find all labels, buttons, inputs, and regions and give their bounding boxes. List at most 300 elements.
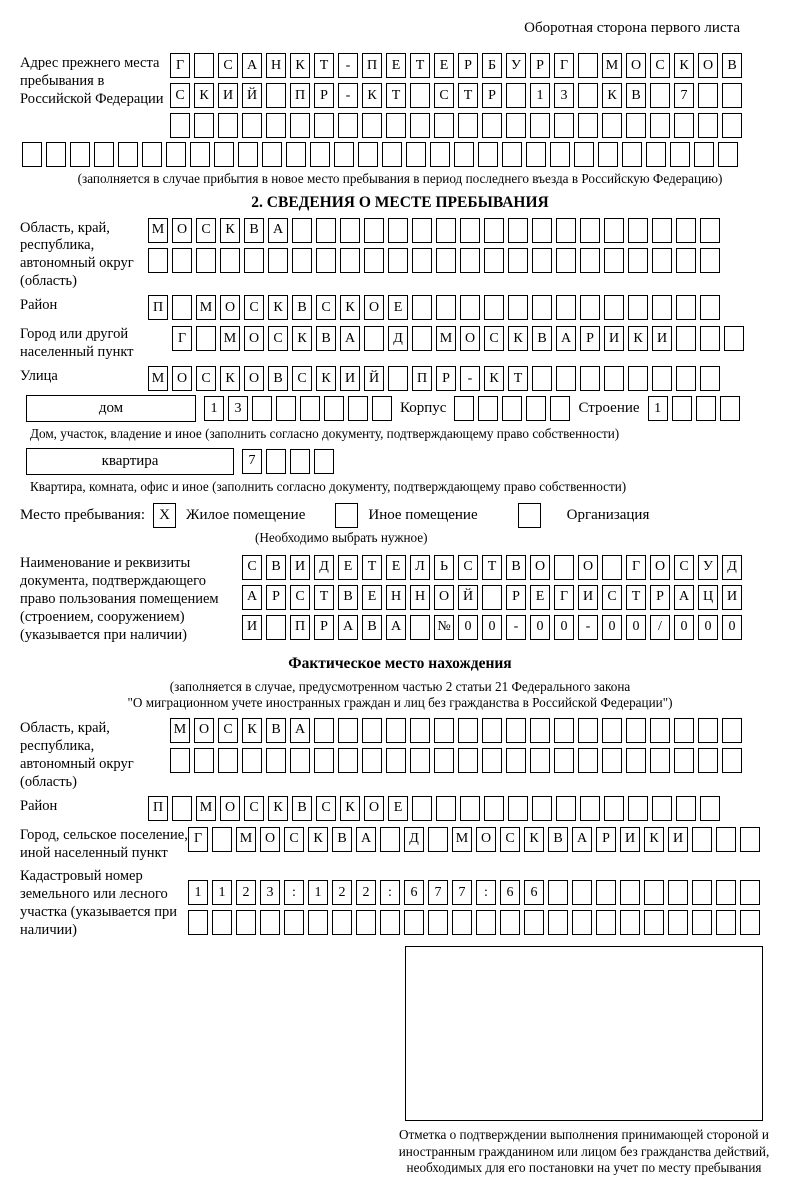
char-box[interactable]: С [650, 53, 670, 78]
char-box[interactable]: А [572, 827, 592, 852]
char-box[interactable] [698, 113, 718, 138]
char-box[interactable] [628, 248, 648, 273]
char-box[interactable] [266, 113, 286, 138]
char-box[interactable]: : [476, 880, 496, 905]
char-box[interactable]: 0 [698, 615, 718, 640]
char-box[interactable] [242, 748, 262, 773]
char-box[interactable]: А [556, 326, 576, 351]
char-box[interactable] [252, 396, 272, 421]
char-box[interactable] [220, 248, 240, 273]
char-box[interactable]: Д [314, 555, 334, 580]
char-box[interactable]: А [338, 615, 358, 640]
char-box[interactable] [572, 910, 592, 935]
char-box[interactable] [650, 748, 670, 773]
char-box[interactable] [532, 218, 552, 243]
char-box[interactable] [430, 142, 450, 167]
char-box[interactable] [506, 83, 526, 108]
char-box[interactable] [244, 248, 264, 273]
char-box[interactable] [556, 248, 576, 273]
char-box[interactable] [722, 113, 742, 138]
char-box[interactable] [460, 218, 480, 243]
char-box[interactable] [482, 748, 502, 773]
char-box[interactable] [458, 718, 478, 743]
char-box[interactable]: О [476, 827, 496, 852]
char-box[interactable] [324, 396, 344, 421]
char-box[interactable]: К [316, 366, 336, 391]
char-box[interactable]: К [524, 827, 544, 852]
char-box[interactable]: К [362, 83, 382, 108]
char-box[interactable] [668, 910, 688, 935]
char-box[interactable] [94, 142, 114, 167]
char-box[interactable] [22, 142, 42, 167]
char-box[interactable] [276, 396, 296, 421]
char-box[interactable] [148, 248, 168, 273]
char-box[interactable] [724, 326, 744, 351]
char-box[interactable]: М [148, 366, 168, 391]
char-box[interactable]: Р [436, 366, 456, 391]
char-box[interactable]: 1 [530, 83, 550, 108]
char-box[interactable]: Й [364, 366, 384, 391]
char-box[interactable] [700, 248, 720, 273]
char-box[interactable]: К [628, 326, 648, 351]
char-box[interactable]: О [364, 295, 384, 320]
char-box[interactable] [406, 142, 426, 167]
char-box[interactable] [672, 396, 692, 421]
char-box[interactable] [410, 83, 430, 108]
char-box[interactable] [716, 910, 736, 935]
char-box[interactable] [484, 248, 504, 273]
char-box[interactable] [580, 218, 600, 243]
char-box[interactable] [722, 83, 742, 108]
char-box[interactable]: В [338, 585, 358, 610]
char-box[interactable]: С [284, 827, 304, 852]
char-box[interactable]: М [220, 326, 240, 351]
char-box[interactable] [674, 718, 694, 743]
char-box[interactable]: М [602, 53, 622, 78]
char-box[interactable] [500, 910, 520, 935]
char-box[interactable]: К [290, 53, 310, 78]
char-box[interactable] [556, 366, 576, 391]
char-box[interactable] [388, 248, 408, 273]
char-box[interactable]: 6 [404, 880, 424, 905]
char-box[interactable]: У [506, 53, 526, 78]
char-box[interactable] [722, 748, 742, 773]
char-box[interactable]: О [530, 555, 550, 580]
char-box[interactable] [556, 295, 576, 320]
char-box[interactable] [696, 396, 716, 421]
char-box[interactable] [644, 880, 664, 905]
char-box[interactable]: - [460, 366, 480, 391]
char-box[interactable] [676, 326, 696, 351]
char-box[interactable] [652, 295, 672, 320]
char-box[interactable] [692, 827, 712, 852]
char-box[interactable]: С [244, 295, 264, 320]
char-box[interactable]: К [220, 218, 240, 243]
char-box[interactable] [212, 910, 232, 935]
char-box[interactable]: О [220, 796, 240, 821]
char-box[interactable] [334, 142, 354, 167]
char-box[interactable]: Е [388, 796, 408, 821]
char-box[interactable]: Е [362, 585, 382, 610]
char-box[interactable]: И [668, 827, 688, 852]
char-box[interactable] [260, 910, 280, 935]
char-box[interactable] [720, 396, 740, 421]
char-box[interactable] [508, 796, 528, 821]
char-box[interactable]: В [362, 615, 382, 640]
char-box[interactable] [266, 615, 286, 640]
char-box[interactable]: Й [242, 83, 262, 108]
char-box[interactable] [458, 748, 478, 773]
char-box[interactable] [674, 113, 694, 138]
char-box[interactable]: О [220, 295, 240, 320]
char-box[interactable]: 2 [236, 880, 256, 905]
char-box[interactable]: О [244, 326, 264, 351]
char-box[interactable] [268, 248, 288, 273]
char-box[interactable] [358, 142, 378, 167]
char-box[interactable] [332, 910, 352, 935]
char-box[interactable] [580, 366, 600, 391]
char-box[interactable]: И [242, 615, 262, 640]
char-box[interactable]: К [340, 295, 360, 320]
char-box[interactable] [604, 295, 624, 320]
char-box[interactable] [266, 748, 286, 773]
char-box[interactable]: С [242, 555, 262, 580]
char-box[interactable]: В [266, 718, 286, 743]
char-box[interactable] [412, 295, 432, 320]
char-box[interactable] [622, 142, 642, 167]
char-box[interactable]: Г [188, 827, 208, 852]
char-box[interactable] [484, 796, 504, 821]
char-box[interactable] [700, 796, 720, 821]
char-box[interactable] [236, 910, 256, 935]
char-box[interactable]: К [674, 53, 694, 78]
char-box[interactable] [428, 827, 448, 852]
char-box[interactable] [142, 142, 162, 167]
char-box[interactable] [460, 248, 480, 273]
char-box[interactable] [364, 326, 384, 351]
char-box[interactable]: О [172, 366, 192, 391]
char-box[interactable]: О [626, 53, 646, 78]
char-box[interactable]: Д [388, 326, 408, 351]
char-box[interactable] [700, 218, 720, 243]
char-box[interactable]: В [292, 295, 312, 320]
char-box[interactable] [242, 113, 262, 138]
char-box[interactable]: 0 [602, 615, 622, 640]
char-box[interactable] [410, 615, 430, 640]
char-box[interactable] [70, 142, 90, 167]
char-box[interactable] [628, 366, 648, 391]
char-box[interactable] [460, 796, 480, 821]
char-box[interactable] [356, 910, 376, 935]
char-box[interactable] [362, 718, 382, 743]
stamp-box[interactable] [405, 946, 763, 1121]
char-box[interactable]: Е [434, 53, 454, 78]
char-box[interactable] [484, 295, 504, 320]
char-box[interactable] [364, 218, 384, 243]
char-box[interactable]: - [338, 83, 358, 108]
char-box[interactable]: И [578, 585, 598, 610]
char-box[interactable]: М [148, 218, 168, 243]
stay-type-checkbox-residential[interactable]: X [153, 503, 176, 528]
char-box[interactable]: 1 [648, 396, 668, 421]
char-box[interactable]: С [268, 326, 288, 351]
char-box[interactable]: Р [506, 585, 526, 610]
char-box[interactable]: Р [650, 585, 670, 610]
apartment-type-box[interactable]: квартира [26, 448, 234, 475]
char-box[interactable] [604, 218, 624, 243]
char-box[interactable] [380, 910, 400, 935]
char-box[interactable] [314, 113, 334, 138]
char-box[interactable]: 7 [452, 880, 472, 905]
char-box[interactable]: Й [458, 585, 478, 610]
char-box[interactable] [628, 295, 648, 320]
char-box[interactable]: Р [314, 83, 334, 108]
char-box[interactable]: 7 [428, 880, 448, 905]
char-box[interactable]: Р [266, 585, 286, 610]
char-box[interactable]: Б [482, 53, 502, 78]
char-box[interactable] [482, 718, 502, 743]
char-box[interactable] [118, 142, 138, 167]
char-box[interactable]: К [508, 326, 528, 351]
char-box[interactable]: Р [530, 53, 550, 78]
stay-type-checkbox-other[interactable] [335, 503, 358, 528]
char-box[interactable]: У [698, 555, 718, 580]
char-box[interactable]: Г [626, 555, 646, 580]
char-box[interactable] [740, 880, 760, 905]
char-box[interactable]: П [148, 295, 168, 320]
char-box[interactable]: Е [388, 295, 408, 320]
char-box[interactable] [188, 910, 208, 935]
char-box[interactable]: Ц [698, 585, 718, 610]
char-box[interactable]: Г [554, 585, 574, 610]
char-box[interactable] [478, 396, 498, 421]
char-box[interactable] [604, 796, 624, 821]
char-box[interactable] [716, 880, 736, 905]
char-box[interactable] [410, 113, 430, 138]
char-box[interactable]: М [436, 326, 456, 351]
char-box[interactable] [548, 880, 568, 905]
char-box[interactable]: О [364, 796, 384, 821]
char-box[interactable]: Е [530, 585, 550, 610]
char-box[interactable]: В [532, 326, 552, 351]
char-box[interactable]: Т [458, 83, 478, 108]
char-box[interactable] [386, 748, 406, 773]
char-box[interactable]: Т [508, 366, 528, 391]
char-box[interactable] [316, 218, 336, 243]
char-box[interactable] [314, 718, 334, 743]
char-box[interactable]: - [578, 615, 598, 640]
char-box[interactable] [650, 83, 670, 108]
char-box[interactable] [602, 113, 622, 138]
char-box[interactable]: Е [338, 555, 358, 580]
char-box[interactable] [628, 796, 648, 821]
char-box[interactable] [338, 113, 358, 138]
char-box[interactable] [412, 796, 432, 821]
char-box[interactable] [428, 910, 448, 935]
char-box[interactable]: П [412, 366, 432, 391]
char-box[interactable]: К [340, 796, 360, 821]
char-box[interactable] [694, 142, 714, 167]
char-box[interactable]: 7 [674, 83, 694, 108]
char-box[interactable] [530, 748, 550, 773]
char-box[interactable]: Т [482, 555, 502, 580]
char-box[interactable]: С [602, 585, 622, 610]
char-box[interactable] [348, 396, 368, 421]
char-box[interactable] [698, 718, 718, 743]
char-box[interactable] [196, 326, 216, 351]
char-box[interactable] [554, 718, 574, 743]
char-box[interactable]: О [698, 53, 718, 78]
char-box[interactable] [484, 218, 504, 243]
char-box[interactable]: 7 [242, 449, 262, 474]
char-box[interactable]: 3 [228, 396, 248, 421]
char-box[interactable]: М [196, 796, 216, 821]
char-box[interactable] [434, 718, 454, 743]
char-box[interactable]: С [170, 83, 190, 108]
char-box[interactable]: О [260, 827, 280, 852]
char-box[interactable] [194, 113, 214, 138]
char-box[interactable]: Н [266, 53, 286, 78]
char-box[interactable]: С [316, 796, 336, 821]
char-box[interactable]: Г [170, 53, 190, 78]
char-box[interactable] [194, 53, 214, 78]
char-box[interactable]: А [290, 718, 310, 743]
char-box[interactable]: Е [386, 555, 406, 580]
char-box[interactable]: П [290, 83, 310, 108]
char-box[interactable]: И [340, 366, 360, 391]
char-box[interactable]: Л [410, 555, 430, 580]
char-box[interactable] [196, 248, 216, 273]
char-box[interactable] [172, 248, 192, 273]
char-box[interactable] [572, 880, 592, 905]
char-box[interactable] [382, 142, 402, 167]
char-box[interactable]: Н [410, 585, 430, 610]
char-box[interactable] [436, 295, 456, 320]
char-box[interactable] [692, 880, 712, 905]
char-box[interactable]: П [362, 53, 382, 78]
char-box[interactable]: Т [314, 585, 334, 610]
char-box[interactable] [308, 910, 328, 935]
char-box[interactable] [626, 748, 646, 773]
char-box[interactable] [604, 248, 624, 273]
char-box[interactable]: 0 [458, 615, 478, 640]
char-box[interactable] [578, 53, 598, 78]
char-box[interactable]: С [458, 555, 478, 580]
char-box[interactable]: : [380, 880, 400, 905]
stay-type-checkbox-organization[interactable] [518, 503, 541, 528]
char-box[interactable]: В [316, 326, 336, 351]
char-box[interactable] [532, 295, 552, 320]
char-box[interactable]: В [266, 555, 286, 580]
char-box[interactable]: И [722, 585, 742, 610]
char-box[interactable] [526, 396, 546, 421]
char-box[interactable] [532, 248, 552, 273]
char-box[interactable]: Н [386, 585, 406, 610]
char-box[interactable] [676, 218, 696, 243]
char-box[interactable] [476, 910, 496, 935]
char-box[interactable]: В [626, 83, 646, 108]
char-box[interactable] [434, 113, 454, 138]
char-box[interactable]: Р [596, 827, 616, 852]
char-box[interactable] [646, 142, 666, 167]
char-box[interactable] [412, 248, 432, 273]
char-box[interactable] [436, 248, 456, 273]
char-box[interactable]: П [290, 615, 310, 640]
char-box[interactable] [508, 218, 528, 243]
char-box[interactable]: 0 [530, 615, 550, 640]
char-box[interactable] [316, 248, 336, 273]
char-box[interactable] [506, 113, 526, 138]
char-box[interactable]: О [244, 366, 264, 391]
char-box[interactable] [700, 366, 720, 391]
char-box[interactable] [650, 718, 670, 743]
char-box[interactable] [526, 142, 546, 167]
char-box[interactable] [300, 396, 320, 421]
char-box[interactable] [602, 555, 622, 580]
char-box[interactable] [364, 248, 384, 273]
char-box[interactable]: К [484, 366, 504, 391]
char-box[interactable]: К [194, 83, 214, 108]
char-box[interactable] [604, 366, 624, 391]
char-box[interactable] [524, 910, 544, 935]
char-box[interactable] [532, 366, 552, 391]
char-box[interactable] [290, 449, 310, 474]
char-box[interactable] [410, 718, 430, 743]
char-box[interactable]: - [506, 615, 526, 640]
char-box[interactable]: 0 [674, 615, 694, 640]
char-box[interactable] [170, 748, 190, 773]
char-box[interactable]: 3 [260, 880, 280, 905]
char-box[interactable] [740, 910, 760, 935]
char-box[interactable]: И [290, 555, 310, 580]
char-box[interactable]: А [356, 827, 376, 852]
char-box[interactable] [578, 83, 598, 108]
char-box[interactable]: Р [482, 83, 502, 108]
char-box[interactable]: 1 [188, 880, 208, 905]
char-box[interactable]: Т [626, 585, 646, 610]
char-box[interactable] [404, 910, 424, 935]
char-box[interactable]: А [674, 585, 694, 610]
char-box[interactable]: С [196, 366, 216, 391]
char-box[interactable] [388, 366, 408, 391]
char-box[interactable]: Т [314, 53, 334, 78]
char-box[interactable] [266, 449, 286, 474]
char-box[interactable] [530, 113, 550, 138]
char-box[interactable] [506, 748, 526, 773]
char-box[interactable]: В [268, 366, 288, 391]
char-box[interactable]: О [460, 326, 480, 351]
char-box[interactable]: 1 [308, 880, 328, 905]
char-box[interactable] [554, 748, 574, 773]
char-box[interactable] [310, 142, 330, 167]
char-box[interactable]: О [194, 718, 214, 743]
char-box[interactable] [372, 396, 392, 421]
char-box[interactable]: О [172, 218, 192, 243]
char-box[interactable] [452, 910, 472, 935]
char-box[interactable]: А [386, 615, 406, 640]
char-box[interactable] [650, 113, 670, 138]
char-box[interactable] [578, 113, 598, 138]
char-box[interactable]: 2 [332, 880, 352, 905]
char-box[interactable]: - [338, 53, 358, 78]
char-box[interactable] [238, 142, 258, 167]
char-box[interactable] [700, 295, 720, 320]
char-box[interactable]: К [308, 827, 328, 852]
char-box[interactable] [314, 449, 334, 474]
char-box[interactable]: А [242, 53, 262, 78]
char-box[interactable]: П [148, 796, 168, 821]
char-box[interactable] [722, 718, 742, 743]
